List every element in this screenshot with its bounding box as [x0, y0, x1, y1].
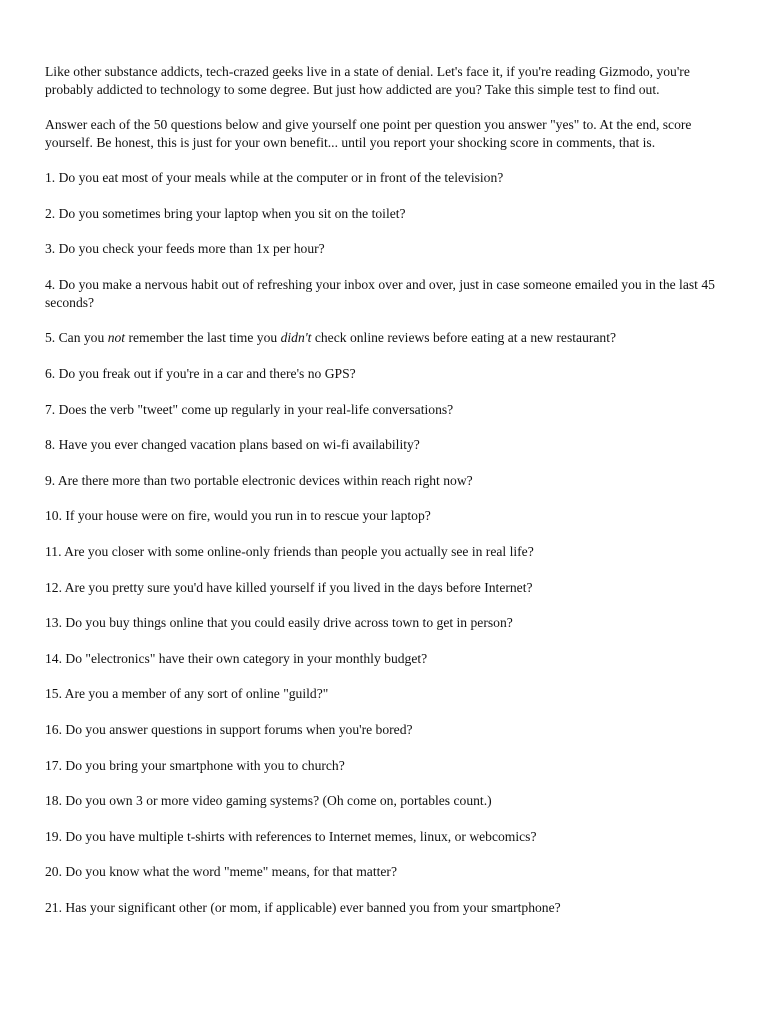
question-5: [45, 329, 730, 347]
question-4: 4. Do you make a nervous habit out of refreshing your inbox over and over, just in case someone emailed you in the last 45 seconds?: [45, 276, 715, 310]
intro-paragraph-2: Answer each of the 50 questions below and give yourself one point per question you answer "yes" to. At the end, score yourself. Be honest, this is just for your own benefit... until you report your shocking score in comments, that is.: [45, 117, 692, 150]
question-14: 14. Do "electronics" have their own category in your monthly budget?: [45, 650, 428, 666]
question-13: 13. Do you buy things online that you could easily drive across town to get in person?: [45, 615, 513, 631]
question-11: 11. Are you closer with some online-only friends than people you actually see in real life?: [45, 543, 534, 559]
question-20: 20. Do you know what the word "meme" means, for that matter?: [45, 864, 397, 880]
question-1: 1. Do you eat most of your meals while at the computer or in front of the television?: [45, 170, 504, 185]
question-2: 2. Do you sometimes bring your laptop when you sit on the toilet?: [45, 205, 406, 221]
question-5-part-e: check online reviews before eating at a new restaurant?: [311, 330, 617, 346]
question-15: 15. Are you a member of any sort of online "guild?": [45, 686, 329, 702]
question-19: 19. Do you have multiple t-shirts with references to Internet memes, linux, or webcomics?: [45, 828, 537, 844]
question-5-emphasis-didnt: didn't: [280, 330, 312, 346]
question-16: 16. Do you answer questions in support forums when you're bored?: [45, 721, 413, 737]
question-10: 10. If your house were on fire, would you run in to rescue your laptop?: [45, 508, 431, 524]
question-7: 7. Does the verb "tweet" come up regularly in your real-life conversations?: [45, 401, 454, 417]
question-5-part-c: remember the last time you: [125, 330, 281, 346]
question-6: 6. Do you freak out if you're in a car and there's no GPS?: [45, 365, 356, 381]
question-9: 9. Are there more than two portable electronic devices within reach right now?: [45, 472, 473, 488]
question-8: 8. Have you ever changed vacation plans based on wi-fi availability?: [45, 437, 420, 453]
question-18: 18. Do you own 3 or more video gaming systems? (Oh come on, portables count.): [45, 793, 492, 809]
document-page: [45, 63, 730, 934]
question-5-emphasis-not: not: [107, 330, 126, 346]
intro-paragraph-1: Like other substance addicts, tech-crazed geeks live in a state of denial. Let's face it, if you're reading Gizmodo, you're probably addicted to technology to some degree. But just how addicted are you? Take this simple test to find out.: [45, 64, 690, 97]
question-12: 12. Are you pretty sure you'd have killed yourself if you lived in the days before Internet?: [45, 579, 533, 595]
question-21: 21. Has your significant other (or mom, if applicable) ever banned you from your smartphone?: [45, 899, 561, 915]
question-5-part-a: 5. Can you: [45, 330, 108, 346]
question-3: 3. Do you check your feeds more than 1x per hour?: [45, 241, 325, 257]
question-17: 17. Do you bring your smartphone with you to church?: [45, 757, 345, 773]
